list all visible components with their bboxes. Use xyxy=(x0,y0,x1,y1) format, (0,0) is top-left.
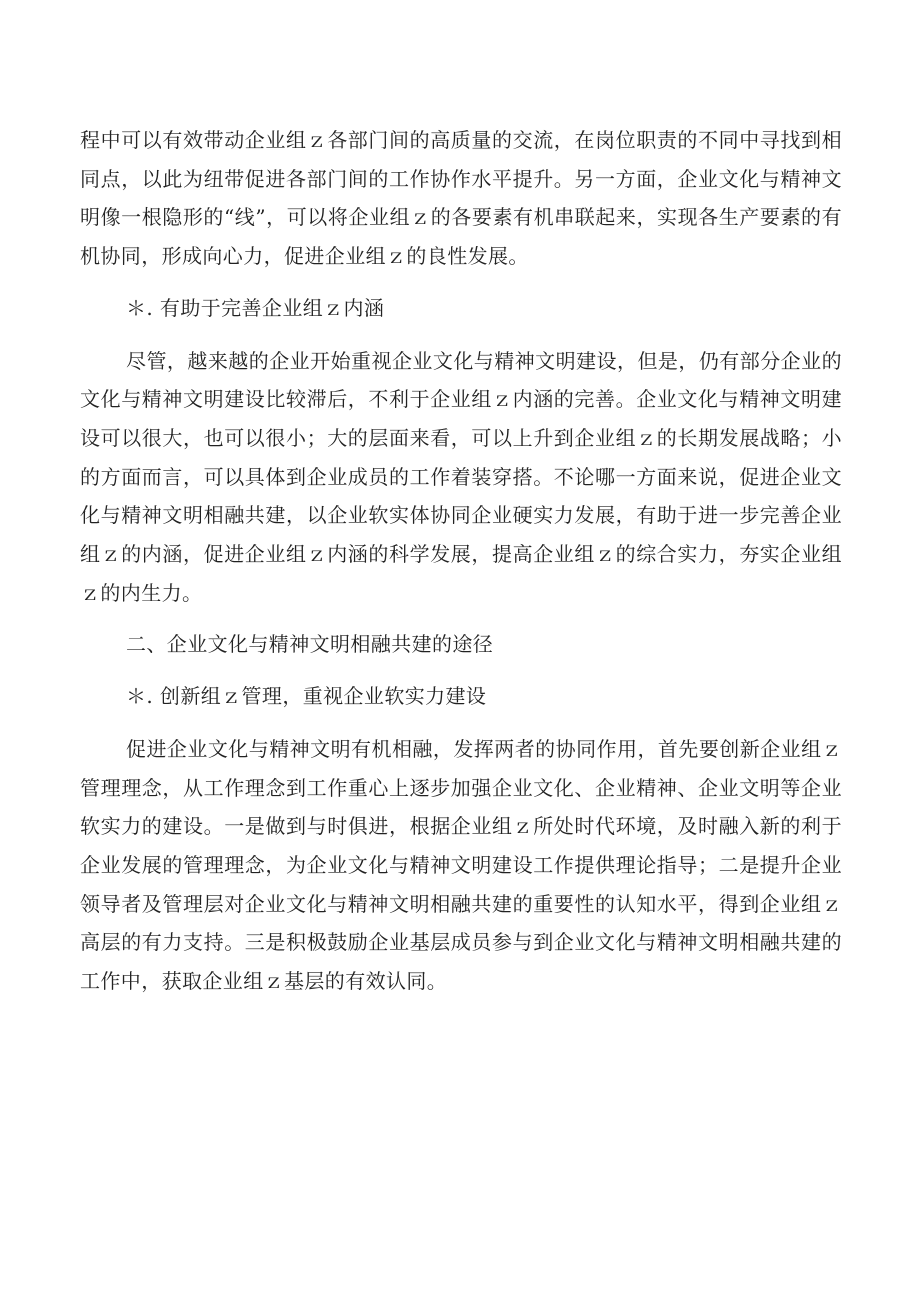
paragraph-connotation: 尽管，越来越的企业开始重视企业文化与精神文明建设，但是，仍有部分企业的文化与精神文明建设比较滞后，不利于企业组ｚ内涵的完善。企业文化与精神文明建设可以很大，也可以很小；大的层面来看，可以上升到企业组ｚ的长期发展战略；小的方面而言，可以具体到企业成员的工作着装穿搭。不论哪一方面来说，促进企业文化与精神文明相融共建，以企业软实体协同企业硬实力发展，有助于进一步完善企业组ｚ的内涵，促进企业组ｚ内涵的科学发展，提高企业组ｚ的综合实力，夯实企业组ｚ的内生力。 xyxy=(80,348,842,605)
paragraph-continuation: 程中可以有效带动企业组ｚ各部门间的高质量的交流，在岗位职责的不同中寻找到相同点，以此为纽带促进各部门间的工作协作水平提升。另一方面，企业文化与精神文明像一根隐形的“线”，可以将企业组ｚ的各要素有机串联起来，实现各生产要素的有机协同，形成向心力，促进企业组ｚ的良性发展。 xyxy=(80,128,842,269)
chapter-heading-approaches: 二、企业文化与精神文明相融共建的途径 xyxy=(126,632,494,657)
paragraph-management: 促进企业文化与精神文明有机相融，发挥两者的协同作用，首先要创新企业组ｚ管理理念，从工作理念到工作重心上逐步加强企业文化、企业精神、企业文明等企业软实力的建设。一是做到与时俱进，根据企业组ｚ所处时代环境，及时融入新的利于企业发展的管理理念，为企业文化与精神文明建设工作提供理论指导；二是提升企业领导者及管理层对企业文化与精神文明相融共建的重要性的认知水平，得到企业组ｚ高层的有力支持。三是积极鼓励企业基层成员参与到企业文化与精神文明相融共建的工作中，获取企业组ｚ基层的有效认同。 xyxy=(80,736,842,994)
document-page xyxy=(80,121,842,1001)
section-heading-improve-connotation: ＊. 有助于完善企业组ｚ内涵 xyxy=(126,295,385,320)
section-heading-innovate-management: ＊. 创新组ｚ管理，重视企业软实力建设 xyxy=(126,684,487,709)
